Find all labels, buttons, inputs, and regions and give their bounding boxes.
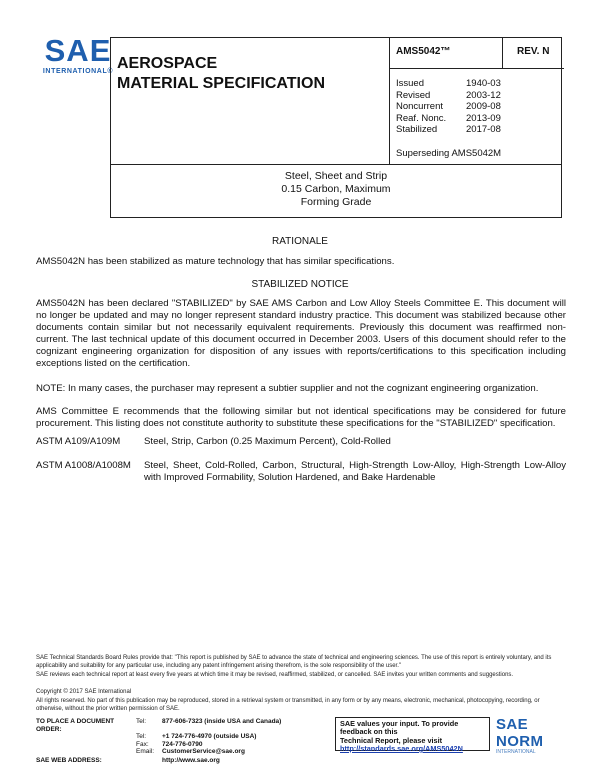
contact-label: Fax: (136, 740, 149, 748)
reference-code: ASTM A109/A109M (36, 436, 121, 447)
date-label: Issued (396, 78, 424, 89)
norm-logo-subtext: INTERNATIONAL (496, 749, 536, 755)
date-label: Revised (396, 89, 431, 101)
header-info-panel (389, 38, 564, 165)
revision: REV. N (517, 46, 550, 57)
sae-logo (38, 33, 118, 86)
date-value: 2017-08 (466, 124, 501, 135)
contact-value: +1 724-776-4970 (outside USA) (162, 733, 257, 741)
reference-description: Steel, Strip, Carbon (0.25 Maximum Percent), Cold-Rolled (144, 436, 391, 447)
policy-text: SAE Technical Standards Board Rules provide that: "This report is published by SAE to advance the state of technical and engineering sciences. The use of this report is entirely voluntary, and its applicability and suitability for any particular use, including any patent infringement arising therefrom, is the sole responsibility of the user." (36, 655, 552, 669)
reference-row (36, 460, 566, 484)
web-url-link[interactable]: http://www.sae.org (162, 757, 220, 764)
header-box (110, 37, 562, 165)
logo-brand: SAE (44, 33, 112, 68)
note-paragraph: NOTE: In many cases, the purchaser may represent a subtier supplier and not the cognizant engineering organization. (36, 383, 539, 394)
recommendation-paragraph: AMS Committee E recommends that the following similar but not identical specifications may be considered for future procurement. This listing does not constitute authority to substitute these specifications for the "STABILIZED" specification. (36, 406, 566, 429)
reference-description: Steel, Sheet, Cold-Rolled, Carbon, Structural, High-Strength Low-Alloy, High-Strength Low-Alloy with Improved Formability, Solution Hardened, and Bake Hardenable (144, 460, 566, 483)
contact-label: Tel: (136, 733, 147, 741)
subject-line-3: Forming Grade (300, 196, 372, 208)
order-label: TO PLACE A DOCUMENT ORDER: (36, 718, 115, 733)
stabilized-heading: STABILIZED NOTICE (251, 279, 349, 290)
reference-row (36, 436, 566, 448)
date-value: 2003-12 (466, 89, 501, 101)
code-row (390, 38, 564, 69)
contact-row (36, 748, 281, 756)
reference-code: ASTM A1008/A1008M (36, 460, 131, 471)
date-row (396, 124, 501, 136)
copyright-text: Copyright © 2017 SAE International (36, 689, 132, 695)
rationale-heading: RATIONALE (272, 236, 328, 247)
revision-cell (502, 38, 565, 68)
rationale-text: AMS5042N has been stabilized as mature technology that has similar specifications. (36, 256, 395, 267)
title-line-2: MATERIAL SPECIFICATION (117, 75, 325, 92)
date-value: 2009-08 (466, 101, 501, 112)
contact-row (36, 741, 281, 749)
subject-line-1: Steel, Sheet and Strip (284, 170, 388, 182)
norm-logo-text: SAE NORM (496, 716, 544, 750)
title-line-1: AEROSPACE (117, 55, 218, 72)
date-label: Reaf. Nonc. (396, 112, 447, 124)
contact-email-link[interactable]: CustomerService@sae.org (162, 748, 245, 756)
logo-subtitle: INTERNATIONAL® (42, 68, 114, 75)
feedback-line-2: Technical Report, please visit (340, 735, 443, 745)
subject-line-2: 0.15 Carbon, Maximum (281, 183, 391, 195)
document-title (117, 54, 325, 94)
contact-label: Email: (136, 748, 155, 756)
review-text: SAE reviews each technical report at least every five years at which time it may be revised, reaffirmed, stabilized, or cancelled. SAE invites your written comments and suggestions. (36, 672, 514, 678)
date-table (396, 78, 501, 136)
superseding-note: Superseding AMS5042M (396, 148, 502, 159)
date-row (396, 101, 501, 113)
feedback-box (335, 717, 490, 751)
web-address (36, 757, 220, 764)
stabilized-paragraph: AMS5042N has been declared "STABILIZED" by SAE AMS Carbon and Low Alloy Steels Committee E. This document will no longer be updated and may no longer represent standard industry practice. This document was stabilized because other documents contain similar but not necessarily equivalent requirements. Previously this document was reaffirmed non-current. The last technical update of this document occurred in December 2003. Users of this document should refer to the cognizant engineering organization for disposition of any issues with reports/certifications to this specification including exceptions listed on the certification. (36, 298, 566, 369)
feedback-link[interactable]: http://standards.sae.org/AMS5042N (340, 743, 463, 753)
feedback-line-1: SAE values your input. To provide feedback on this (340, 719, 459, 737)
date-row (396, 78, 501, 90)
date-row (396, 113, 501, 125)
date-value: 2013-09 (466, 112, 501, 124)
sae-norm-logo (496, 716, 576, 755)
order-contact (36, 718, 281, 756)
web-label: SAE WEB ADDRESS: (36, 757, 102, 764)
date-value: 1940-03 (466, 78, 501, 89)
subject-box (110, 165, 562, 218)
date-label: Noncurrent (396, 101, 443, 112)
contact-value: 724-776-0790 (162, 740, 203, 748)
rights-text: All rights reserved. No part of this publication may be reproduced, stored in a retrieval system or transmitted, in any form or by any means, electronic, mechanical, photocopying, recording, or otherwise, without the prior written permission of SAE. (36, 698, 540, 712)
contact-row (36, 718, 281, 733)
contact-value: 877-606-7323 (inside USA and Canada) (162, 718, 282, 725)
contact-row (36, 733, 281, 741)
date-label: Stabilized (396, 124, 438, 135)
spec-code: AMS5042™ (396, 46, 451, 57)
contact-label: Tel: (136, 718, 147, 725)
date-row (396, 90, 501, 102)
